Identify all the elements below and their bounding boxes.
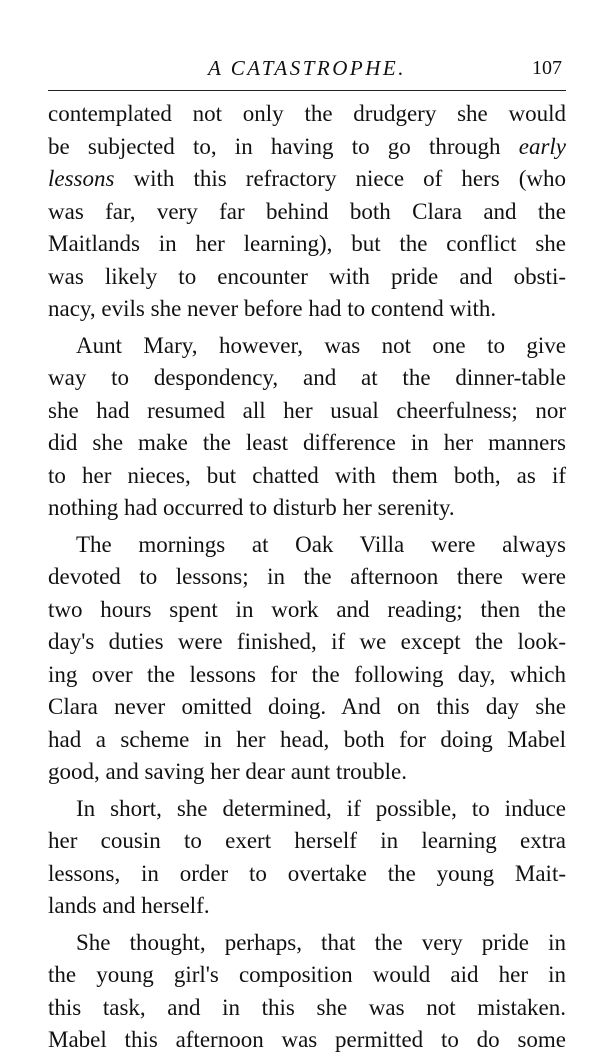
text-line: two hours spent in work and reading; then the — [48, 596, 566, 622]
text-line — [48, 131, 566, 164]
paragraph-1 — [48, 98, 566, 326]
text-line: nothing had occurred to disturb her serenity. — [48, 495, 455, 520]
running-head — [48, 52, 566, 84]
text-line: In short, she determined, if possible, to induce — [76, 795, 566, 821]
text-line: Aunt Mary, however, was not one to give — [76, 332, 566, 358]
emphasis-text: early — [518, 133, 566, 159]
text-line: nacy, evils she never before had to contend with. — [48, 296, 497, 321]
text-fragment: with this refractory niece of hers (who — [133, 166, 566, 191]
text-line: way to despondency, and at the dinner-table — [48, 365, 566, 390]
text-fragment: be subjected to, in having to go through — [48, 133, 501, 159]
text-line: Maitlands in her learning), but the conflict she — [48, 231, 566, 256]
text-line: this task, and in this she was not mistaken. — [48, 994, 566, 1020]
text-line: the young girl's composition would aid her in — [48, 962, 566, 987]
text-line: She thought, perhaps, that the very pride in — [76, 929, 566, 955]
text-line: day's duties were finished, if we except the look- — [48, 629, 566, 654]
text-line: had a scheme in her head, both for doing Mabel — [48, 726, 566, 752]
running-title: A CATASTROPHE. — [208, 56, 406, 80]
text-line: contemplated not only the drudgery she would — [48, 101, 566, 126]
header-rule — [48, 90, 566, 91]
paragraph-4 — [48, 793, 566, 923]
paragraph-2 — [48, 330, 566, 525]
body-text — [48, 98, 566, 1061]
text-line: lessons, in order to overtake the young Mait- — [48, 860, 566, 886]
page-number: 107 — [532, 57, 562, 79]
paragraph-3 — [48, 529, 566, 789]
text-line: devoted to lessons; in the afternoon there were — [48, 564, 566, 589]
text-line: was likely to encounter with pride and obsti- — [48, 263, 566, 289]
paragraph-5 — [48, 927, 566, 1057]
text-line: Mabel this afternoon was permitted to do some — [48, 1027, 566, 1052]
text-line: to her nieces, but chatted with them both, as if — [48, 462, 566, 488]
text-line: lands and herself. — [48, 893, 210, 918]
text-line: The mornings at Oak Villa were always — [76, 531, 566, 557]
text-line: good, and saving her dear aunt trouble. — [48, 759, 407, 784]
emphasis-text: lessons — [48, 166, 115, 191]
text-line: Clara never omitted doing. And on this day she — [48, 694, 566, 719]
text-line: was far, very far behind both Clara and the — [48, 198, 566, 224]
text-line: did she make the least difference in her manners — [48, 430, 566, 455]
text-line: she had resumed all her usual cheerfulness; nor — [48, 397, 566, 423]
text-line: ing over the lessons for the following day, which — [48, 661, 566, 687]
text-line — [48, 163, 566, 196]
text-line: her cousin to exert herself in learning extra — [48, 828, 566, 853]
